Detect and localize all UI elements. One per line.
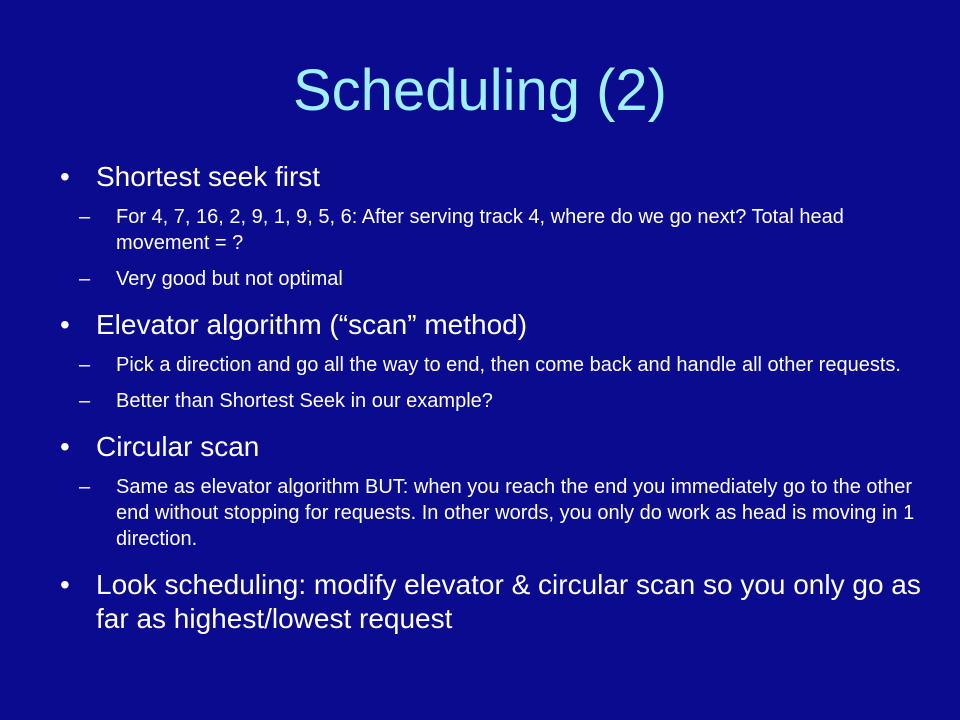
slide-content — [60, 160, 940, 636]
sub-bullet-item — [60, 352, 940, 378]
bullet-item — [60, 568, 940, 636]
bullet-icon: • — [60, 569, 70, 600]
sub-bullet-text: Very good but not optimal — [116, 268, 343, 290]
bullet-icon: • — [60, 161, 70, 192]
sub-bullet-item — [60, 388, 940, 414]
dash-icon: – — [79, 390, 91, 412]
bullet-text: Look scheduling: modify elevator & circular scan so you only go as far as highest/lowest request — [96, 569, 921, 634]
sub-bullet-item — [60, 204, 940, 256]
bullet-item — [60, 430, 940, 464]
dash-icon: – — [79, 476, 91, 498]
sub-bullet-text: Same as elevator algorithm BUT: when you reach the end you immediately go to the other end without stopping for requests. In other words, you only do work as head is moving in 1 direction. — [116, 476, 915, 550]
bullet-icon: • — [60, 309, 70, 340]
sub-bullet-item — [60, 474, 940, 552]
bullet-text: Shortest seek first — [96, 161, 321, 192]
bullet-item — [60, 308, 940, 342]
dash-icon: – — [79, 268, 91, 290]
sub-bullet-text: Better than Shortest Seek in our example? — [116, 390, 493, 412]
bullet-item — [60, 160, 940, 194]
dash-icon: – — [79, 354, 91, 376]
sub-bullet-item — [60, 266, 940, 292]
dash-icon: – — [79, 206, 91, 228]
sub-bullet-text: Pick a direction and go all the way to end, then come back and handle all other requests. — [116, 354, 901, 376]
sub-bullet-text: For 4, 7, 16, 2, 9, 1, 9, 5, 6: After serving track 4, where do we go next? Total head movement = ? — [116, 206, 844, 254]
bullet-text: Elevator algorithm (“scan” method) — [96, 309, 528, 340]
bullet-text: Circular scan — [96, 431, 260, 462]
bullet-icon: • — [60, 431, 70, 462]
slide-title: Scheduling (2) — [293, 58, 667, 123]
